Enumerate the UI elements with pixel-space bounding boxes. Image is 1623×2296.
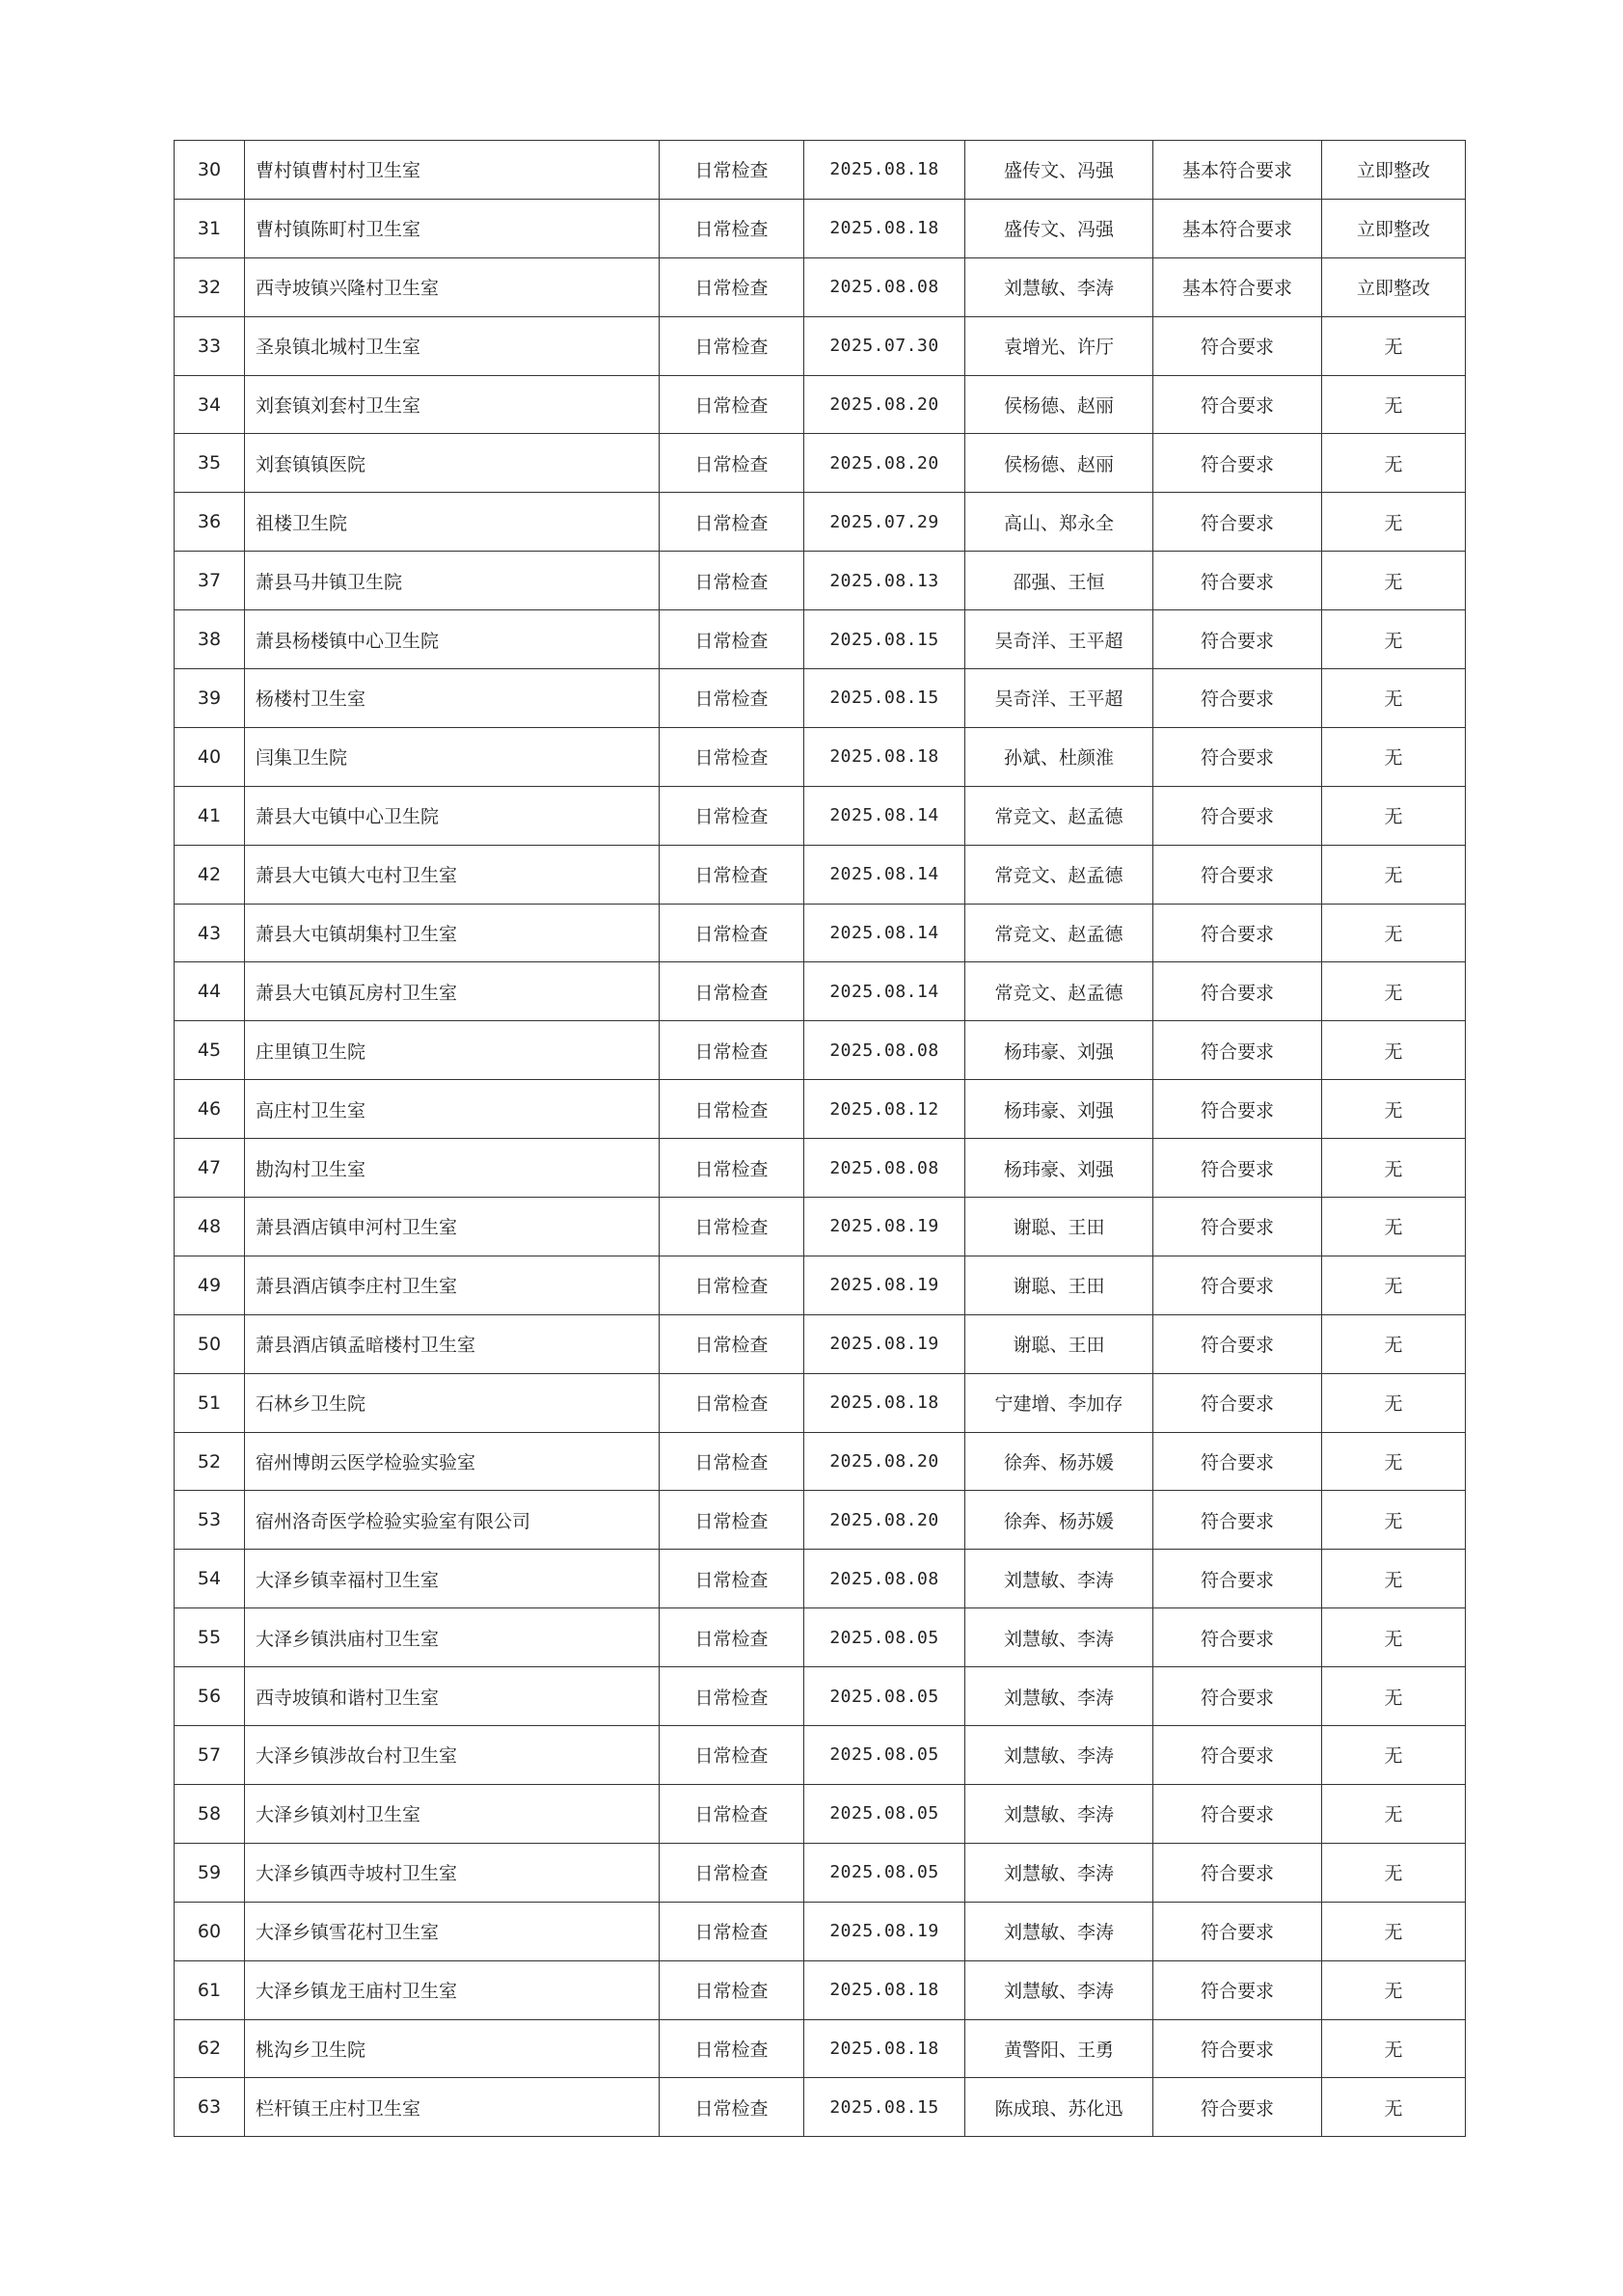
cell-inspection-type: 日常检查 bbox=[660, 257, 804, 316]
cell-result: 符合要求 bbox=[1153, 962, 1322, 1021]
cell-inspection-date: 2025.08.18 bbox=[804, 727, 965, 786]
cell-institution-name: 杨楼村卫生室 bbox=[245, 669, 660, 728]
cell-result: 符合要求 bbox=[1153, 904, 1322, 962]
cell-action: 无 bbox=[1322, 1080, 1466, 1139]
cell-index: 46 bbox=[175, 1080, 245, 1139]
cell-inspectors: 吴奇洋、王平超 bbox=[965, 669, 1153, 728]
table-row bbox=[175, 2019, 1466, 2078]
cell-inspection-type: 日常检查 bbox=[660, 1726, 804, 1785]
cell-action: 无 bbox=[1322, 2078, 1466, 2137]
table-row bbox=[175, 493, 1466, 552]
cell-inspection-type: 日常检查 bbox=[660, 493, 804, 552]
cell-result: 符合要求 bbox=[1153, 1314, 1322, 1373]
cell-institution-name: 西寺坡镇和谐村卫生室 bbox=[245, 1667, 660, 1726]
cell-action: 无 bbox=[1322, 669, 1466, 728]
cell-inspection-date: 2025.08.08 bbox=[804, 1550, 965, 1608]
cell-action: 无 bbox=[1322, 1608, 1466, 1667]
cell-institution-name: 萧县马井镇卫生院 bbox=[245, 552, 660, 610]
cell-index: 59 bbox=[175, 1843, 245, 1902]
cell-inspection-date: 2025.08.20 bbox=[804, 375, 965, 434]
table-row bbox=[175, 1256, 1466, 1314]
cell-institution-name: 大泽乡镇西寺坡村卫生室 bbox=[245, 1843, 660, 1902]
cell-inspection-date: 2025.08.12 bbox=[804, 1080, 965, 1139]
cell-inspectors: 刘慧敏、李涛 bbox=[965, 257, 1153, 316]
cell-inspection-date: 2025.08.15 bbox=[804, 2078, 965, 2137]
cell-inspection-date: 2025.08.18 bbox=[804, 1373, 965, 1432]
cell-inspectors: 刘慧敏、李涛 bbox=[965, 1843, 1153, 1902]
cell-inspection-type: 日常检查 bbox=[660, 727, 804, 786]
table-row bbox=[175, 1432, 1466, 1491]
cell-action: 无 bbox=[1322, 493, 1466, 552]
cell-inspection-type: 日常检查 bbox=[660, 141, 804, 200]
table-row bbox=[175, 669, 1466, 728]
cell-index: 49 bbox=[175, 1256, 245, 1314]
cell-result: 符合要求 bbox=[1153, 2078, 1322, 2137]
cell-action: 无 bbox=[1322, 610, 1466, 669]
cell-inspectors: 谢聪、王田 bbox=[965, 1256, 1153, 1314]
cell-result: 基本符合要求 bbox=[1153, 257, 1322, 316]
cell-institution-name: 西寺坡镇兴隆村卫生室 bbox=[245, 257, 660, 316]
cell-action: 无 bbox=[1322, 904, 1466, 962]
cell-index: 45 bbox=[175, 1021, 245, 1080]
cell-institution-name: 大泽乡镇涉故台村卫生室 bbox=[245, 1726, 660, 1785]
table-body bbox=[175, 141, 1466, 2137]
cell-index: 36 bbox=[175, 493, 245, 552]
cell-action: 无 bbox=[1322, 1491, 1466, 1550]
cell-inspectors: 袁增光、许厅 bbox=[965, 316, 1153, 375]
cell-index: 38 bbox=[175, 610, 245, 669]
cell-result: 符合要求 bbox=[1153, 610, 1322, 669]
cell-inspection-type: 日常检查 bbox=[660, 1843, 804, 1902]
cell-action: 无 bbox=[1322, 552, 1466, 610]
table-row bbox=[175, 316, 1466, 375]
cell-inspectors: 杨玮豪、刘强 bbox=[965, 1021, 1153, 1080]
cell-action: 无 bbox=[1322, 1139, 1466, 1198]
cell-inspection-date: 2025.08.20 bbox=[804, 434, 965, 493]
cell-index: 30 bbox=[175, 141, 245, 200]
cell-action: 无 bbox=[1322, 786, 1466, 845]
cell-inspection-date: 2025.08.05 bbox=[804, 1843, 965, 1902]
cell-index: 63 bbox=[175, 2078, 245, 2137]
cell-inspection-date: 2025.08.14 bbox=[804, 904, 965, 962]
cell-action: 无 bbox=[1322, 962, 1466, 1021]
cell-institution-name: 刘套镇刘套村卫生室 bbox=[245, 375, 660, 434]
cell-inspection-date: 2025.08.19 bbox=[804, 1902, 965, 1960]
cell-result: 符合要求 bbox=[1153, 1667, 1322, 1726]
cell-inspection-date: 2025.08.08 bbox=[804, 1021, 965, 1080]
cell-index: 44 bbox=[175, 962, 245, 1021]
cell-inspectors: 邵强、王恒 bbox=[965, 552, 1153, 610]
table-row bbox=[175, 257, 1466, 316]
table-row bbox=[175, 1373, 1466, 1432]
cell-action: 无 bbox=[1322, 1960, 1466, 2019]
cell-inspectors: 常竞文、赵孟德 bbox=[965, 904, 1153, 962]
cell-result: 符合要求 bbox=[1153, 2019, 1322, 2078]
cell-inspectors: 侯杨德、赵丽 bbox=[965, 434, 1153, 493]
cell-index: 56 bbox=[175, 1667, 245, 1726]
table-row bbox=[175, 552, 1466, 610]
cell-action: 无 bbox=[1322, 1373, 1466, 1432]
cell-institution-name: 大泽乡镇幸福村卫生室 bbox=[245, 1550, 660, 1608]
cell-result: 符合要求 bbox=[1153, 1726, 1322, 1785]
cell-action: 无 bbox=[1322, 727, 1466, 786]
cell-institution-name: 萧县酒店镇申河村卫生室 bbox=[245, 1198, 660, 1256]
cell-index: 48 bbox=[175, 1198, 245, 1256]
cell-inspection-date: 2025.08.14 bbox=[804, 962, 965, 1021]
cell-institution-name: 石林乡卫生院 bbox=[245, 1373, 660, 1432]
cell-inspectors: 高山、郑永全 bbox=[965, 493, 1153, 552]
cell-result: 符合要求 bbox=[1153, 316, 1322, 375]
cell-result: 符合要求 bbox=[1153, 727, 1322, 786]
cell-result: 基本符合要求 bbox=[1153, 199, 1322, 257]
cell-inspection-date: 2025.08.05 bbox=[804, 1608, 965, 1667]
cell-inspection-date: 2025.08.19 bbox=[804, 1198, 965, 1256]
cell-index: 34 bbox=[175, 375, 245, 434]
cell-result: 符合要求 bbox=[1153, 845, 1322, 904]
cell-institution-name: 祖楼卫生院 bbox=[245, 493, 660, 552]
cell-index: 55 bbox=[175, 1608, 245, 1667]
cell-index: 53 bbox=[175, 1491, 245, 1550]
cell-inspection-type: 日常检查 bbox=[660, 2078, 804, 2137]
cell-result: 符合要求 bbox=[1153, 552, 1322, 610]
cell-inspectors: 徐奔、杨苏媛 bbox=[965, 1432, 1153, 1491]
cell-inspection-type: 日常检查 bbox=[660, 1902, 804, 1960]
table-row bbox=[175, 727, 1466, 786]
cell-inspection-type: 日常检查 bbox=[660, 845, 804, 904]
cell-institution-name: 大泽乡镇洪庙村卫生室 bbox=[245, 1608, 660, 1667]
cell-result: 符合要求 bbox=[1153, 1198, 1322, 1256]
cell-inspectors: 宁建增、李加存 bbox=[965, 1373, 1153, 1432]
cell-inspection-date: 2025.08.15 bbox=[804, 610, 965, 669]
table-row bbox=[175, 962, 1466, 1021]
cell-institution-name: 萧县酒店镇孟暗楼村卫生室 bbox=[245, 1314, 660, 1373]
cell-inspection-date: 2025.08.19 bbox=[804, 1314, 965, 1373]
table-row bbox=[175, 1550, 1466, 1608]
table-row bbox=[175, 1667, 1466, 1726]
cell-institution-name: 宿州洛奇医学检验实验室有限公司 bbox=[245, 1491, 660, 1550]
cell-result: 符合要求 bbox=[1153, 786, 1322, 845]
table-row bbox=[175, 141, 1466, 200]
cell-inspection-type: 日常检查 bbox=[660, 1198, 804, 1256]
cell-inspectors: 侯杨德、赵丽 bbox=[965, 375, 1153, 434]
cell-inspection-type: 日常检查 bbox=[660, 962, 804, 1021]
cell-action: 无 bbox=[1322, 1198, 1466, 1256]
cell-inspection-type: 日常检查 bbox=[660, 1021, 804, 1080]
cell-institution-name: 萧县大屯镇胡集村卫生室 bbox=[245, 904, 660, 962]
cell-institution-name: 大泽乡镇刘村卫生室 bbox=[245, 1784, 660, 1843]
cell-result: 符合要求 bbox=[1153, 375, 1322, 434]
cell-result: 符合要求 bbox=[1153, 1256, 1322, 1314]
cell-action: 无 bbox=[1322, 845, 1466, 904]
cell-action: 无 bbox=[1322, 1843, 1466, 1902]
cell-institution-name: 高庄村卫生室 bbox=[245, 1080, 660, 1139]
cell-inspectors: 常竞文、赵孟德 bbox=[965, 962, 1153, 1021]
cell-index: 39 bbox=[175, 669, 245, 728]
cell-inspection-date: 2025.08.05 bbox=[804, 1784, 965, 1843]
cell-inspection-type: 日常检查 bbox=[660, 1373, 804, 1432]
cell-inspection-date: 2025.08.05 bbox=[804, 1667, 965, 1726]
cell-index: 43 bbox=[175, 904, 245, 962]
cell-result: 符合要求 bbox=[1153, 1491, 1322, 1550]
cell-inspection-date: 2025.08.15 bbox=[804, 669, 965, 728]
cell-result: 符合要求 bbox=[1153, 1550, 1322, 1608]
cell-institution-name: 刘套镇镇医院 bbox=[245, 434, 660, 493]
cell-inspection-type: 日常检查 bbox=[660, 2019, 804, 2078]
inspection-table bbox=[174, 140, 1466, 2137]
cell-inspection-type: 日常检查 bbox=[660, 434, 804, 493]
cell-inspectors: 常竞文、赵孟德 bbox=[965, 786, 1153, 845]
cell-inspection-type: 日常检查 bbox=[660, 904, 804, 962]
cell-result: 符合要求 bbox=[1153, 1373, 1322, 1432]
cell-index: 41 bbox=[175, 786, 245, 845]
cell-index: 54 bbox=[175, 1550, 245, 1608]
cell-inspection-type: 日常检查 bbox=[660, 316, 804, 375]
cell-index: 33 bbox=[175, 316, 245, 375]
cell-index: 52 bbox=[175, 1432, 245, 1491]
cell-result: 符合要求 bbox=[1153, 1902, 1322, 1960]
cell-inspectors: 刘慧敏、李涛 bbox=[965, 1667, 1153, 1726]
cell-action: 无 bbox=[1322, 1667, 1466, 1726]
cell-index: 61 bbox=[175, 1960, 245, 2019]
cell-inspection-date: 2025.08.08 bbox=[804, 1139, 965, 1198]
cell-index: 40 bbox=[175, 727, 245, 786]
cell-inspection-date: 2025.08.18 bbox=[804, 1960, 965, 2019]
cell-inspection-type: 日常检查 bbox=[660, 1139, 804, 1198]
table-row bbox=[175, 610, 1466, 669]
cell-institution-name: 萧县酒店镇李庄村卫生室 bbox=[245, 1256, 660, 1314]
cell-inspection-date: 2025.08.18 bbox=[804, 141, 965, 200]
cell-result: 符合要求 bbox=[1153, 1021, 1322, 1080]
cell-inspectors: 陈成琅、苏化迅 bbox=[965, 2078, 1153, 2137]
cell-inspection-type: 日常检查 bbox=[660, 669, 804, 728]
cell-inspection-type: 日常检查 bbox=[660, 786, 804, 845]
cell-inspectors: 杨玮豪、刘强 bbox=[965, 1139, 1153, 1198]
cell-inspection-type: 日常检查 bbox=[660, 1432, 804, 1491]
cell-inspectors: 盛传文、冯强 bbox=[965, 199, 1153, 257]
cell-inspection-type: 日常检查 bbox=[660, 199, 804, 257]
cell-index: 47 bbox=[175, 1139, 245, 1198]
cell-inspection-date: 2025.08.14 bbox=[804, 845, 965, 904]
cell-inspection-date: 2025.08.18 bbox=[804, 2019, 965, 2078]
cell-action: 无 bbox=[1322, 2019, 1466, 2078]
cell-inspectors: 谢聪、王田 bbox=[965, 1198, 1153, 1256]
cell-inspection-date: 2025.07.30 bbox=[804, 316, 965, 375]
cell-inspectors: 刘慧敏、李涛 bbox=[965, 1960, 1153, 2019]
table-row bbox=[175, 1608, 1466, 1667]
cell-action: 立即整改 bbox=[1322, 257, 1466, 316]
cell-institution-name: 曹村镇陈町村卫生室 bbox=[245, 199, 660, 257]
table-row bbox=[175, 2078, 1466, 2137]
cell-result: 符合要求 bbox=[1153, 493, 1322, 552]
cell-result: 符合要求 bbox=[1153, 1784, 1322, 1843]
cell-inspection-type: 日常检查 bbox=[660, 1784, 804, 1843]
cell-institution-name: 宿州博朗云医学检验实验室 bbox=[245, 1432, 660, 1491]
cell-institution-name: 曹村镇曹村村卫生室 bbox=[245, 141, 660, 200]
cell-institution-name: 闫集卫生院 bbox=[245, 727, 660, 786]
cell-inspection-date: 2025.08.20 bbox=[804, 1491, 965, 1550]
table-row bbox=[175, 1902, 1466, 1960]
cell-index: 51 bbox=[175, 1373, 245, 1432]
cell-inspectors: 刘慧敏、李涛 bbox=[965, 1550, 1153, 1608]
cell-result: 基本符合要求 bbox=[1153, 141, 1322, 200]
cell-institution-name: 庄里镇卫生院 bbox=[245, 1021, 660, 1080]
cell-institution-name: 栏杆镇王庄村卫生室 bbox=[245, 2078, 660, 2137]
cell-inspection-type: 日常检查 bbox=[660, 1491, 804, 1550]
table-row bbox=[175, 845, 1466, 904]
cell-inspectors: 孙斌、杜颜淮 bbox=[965, 727, 1153, 786]
cell-inspection-date: 2025.08.05 bbox=[804, 1726, 965, 1785]
cell-result: 符合要求 bbox=[1153, 1139, 1322, 1198]
cell-institution-name: 大泽乡镇龙王庙村卫生室 bbox=[245, 1960, 660, 2019]
cell-inspection-type: 日常检查 bbox=[660, 1608, 804, 1667]
table-row bbox=[175, 1960, 1466, 2019]
cell-index: 31 bbox=[175, 199, 245, 257]
cell-inspectors: 杨玮豪、刘强 bbox=[965, 1080, 1153, 1139]
cell-action: 无 bbox=[1322, 1726, 1466, 1785]
cell-inspectors: 黄警阳、王勇 bbox=[965, 2019, 1153, 2078]
cell-index: 32 bbox=[175, 257, 245, 316]
cell-institution-name: 萧县大屯镇大屯村卫生室 bbox=[245, 845, 660, 904]
cell-inspection-type: 日常检查 bbox=[660, 1314, 804, 1373]
cell-index: 42 bbox=[175, 845, 245, 904]
table-row bbox=[175, 904, 1466, 962]
cell-institution-name: 桃沟乡卫生院 bbox=[245, 2019, 660, 2078]
cell-action: 无 bbox=[1322, 434, 1466, 493]
cell-inspectors: 刘慧敏、李涛 bbox=[965, 1608, 1153, 1667]
table-row bbox=[175, 434, 1466, 493]
cell-result: 符合要求 bbox=[1153, 1608, 1322, 1667]
cell-action: 无 bbox=[1322, 1432, 1466, 1491]
cell-index: 60 bbox=[175, 1902, 245, 1960]
cell-action: 无 bbox=[1322, 1784, 1466, 1843]
cell-inspectors: 徐奔、杨苏媛 bbox=[965, 1491, 1153, 1550]
cell-index: 62 bbox=[175, 2019, 245, 2078]
cell-action: 无 bbox=[1322, 1902, 1466, 1960]
cell-action: 无 bbox=[1322, 1550, 1466, 1608]
cell-inspection-date: 2025.08.14 bbox=[804, 786, 965, 845]
table-row bbox=[175, 1080, 1466, 1139]
cell-action: 无 bbox=[1322, 316, 1466, 375]
table-row bbox=[175, 1726, 1466, 1785]
cell-result: 符合要求 bbox=[1153, 1843, 1322, 1902]
cell-action: 无 bbox=[1322, 375, 1466, 434]
cell-index: 35 bbox=[175, 434, 245, 493]
cell-inspection-type: 日常检查 bbox=[660, 1667, 804, 1726]
cell-inspection-type: 日常检查 bbox=[660, 1256, 804, 1314]
cell-inspectors: 常竞文、赵孟德 bbox=[965, 845, 1153, 904]
cell-inspection-type: 日常检查 bbox=[660, 1550, 804, 1608]
cell-inspection-type: 日常检查 bbox=[660, 375, 804, 434]
cell-inspection-date: 2025.08.20 bbox=[804, 1432, 965, 1491]
cell-inspection-type: 日常检查 bbox=[660, 1080, 804, 1139]
cell-action: 立即整改 bbox=[1322, 199, 1466, 257]
cell-action: 无 bbox=[1322, 1021, 1466, 1080]
cell-inspection-date: 2025.08.18 bbox=[804, 199, 965, 257]
table-row bbox=[175, 199, 1466, 257]
cell-institution-name: 勘沟村卫生室 bbox=[245, 1139, 660, 1198]
cell-inspection-type: 日常检查 bbox=[660, 610, 804, 669]
cell-inspectors: 刘慧敏、李涛 bbox=[965, 1726, 1153, 1785]
cell-index: 50 bbox=[175, 1314, 245, 1373]
table-row bbox=[175, 1021, 1466, 1080]
table-row bbox=[175, 375, 1466, 434]
cell-inspection-date: 2025.08.19 bbox=[804, 1256, 965, 1314]
table-row bbox=[175, 1314, 1466, 1373]
table-row bbox=[175, 786, 1466, 845]
table-row bbox=[175, 1198, 1466, 1256]
cell-inspection-date: 2025.07.29 bbox=[804, 493, 965, 552]
cell-inspection-type: 日常检查 bbox=[660, 1960, 804, 2019]
cell-index: 58 bbox=[175, 1784, 245, 1843]
table-row bbox=[175, 1843, 1466, 1902]
table-row bbox=[175, 1784, 1466, 1843]
table-row bbox=[175, 1139, 1466, 1198]
cell-result: 符合要求 bbox=[1153, 1960, 1322, 2019]
cell-institution-name: 圣泉镇北城村卫生室 bbox=[245, 316, 660, 375]
cell-result: 符合要求 bbox=[1153, 1080, 1322, 1139]
cell-inspectors: 盛传文、冯强 bbox=[965, 141, 1153, 200]
cell-index: 57 bbox=[175, 1726, 245, 1785]
cell-result: 符合要求 bbox=[1153, 669, 1322, 728]
cell-action: 无 bbox=[1322, 1314, 1466, 1373]
cell-inspection-date: 2025.08.08 bbox=[804, 257, 965, 316]
cell-result: 符合要求 bbox=[1153, 434, 1322, 493]
cell-result: 符合要求 bbox=[1153, 1432, 1322, 1491]
table-row bbox=[175, 1491, 1466, 1550]
cell-institution-name: 萧县大屯镇中心卫生院 bbox=[245, 786, 660, 845]
cell-inspection-type: 日常检查 bbox=[660, 552, 804, 610]
cell-institution-name: 大泽乡镇雪花村卫生室 bbox=[245, 1902, 660, 1960]
cell-index: 37 bbox=[175, 552, 245, 610]
cell-inspection-date: 2025.08.13 bbox=[804, 552, 965, 610]
cell-institution-name: 萧县大屯镇瓦房村卫生室 bbox=[245, 962, 660, 1021]
cell-action: 立即整改 bbox=[1322, 141, 1466, 200]
cell-inspectors: 谢聪、王田 bbox=[965, 1314, 1153, 1373]
cell-inspectors: 刘慧敏、李涛 bbox=[965, 1902, 1153, 1960]
cell-action: 无 bbox=[1322, 1256, 1466, 1314]
cell-inspectors: 刘慧敏、李涛 bbox=[965, 1784, 1153, 1843]
cell-inspectors: 吴奇洋、王平超 bbox=[965, 610, 1153, 669]
cell-institution-name: 萧县杨楼镇中心卫生院 bbox=[245, 610, 660, 669]
